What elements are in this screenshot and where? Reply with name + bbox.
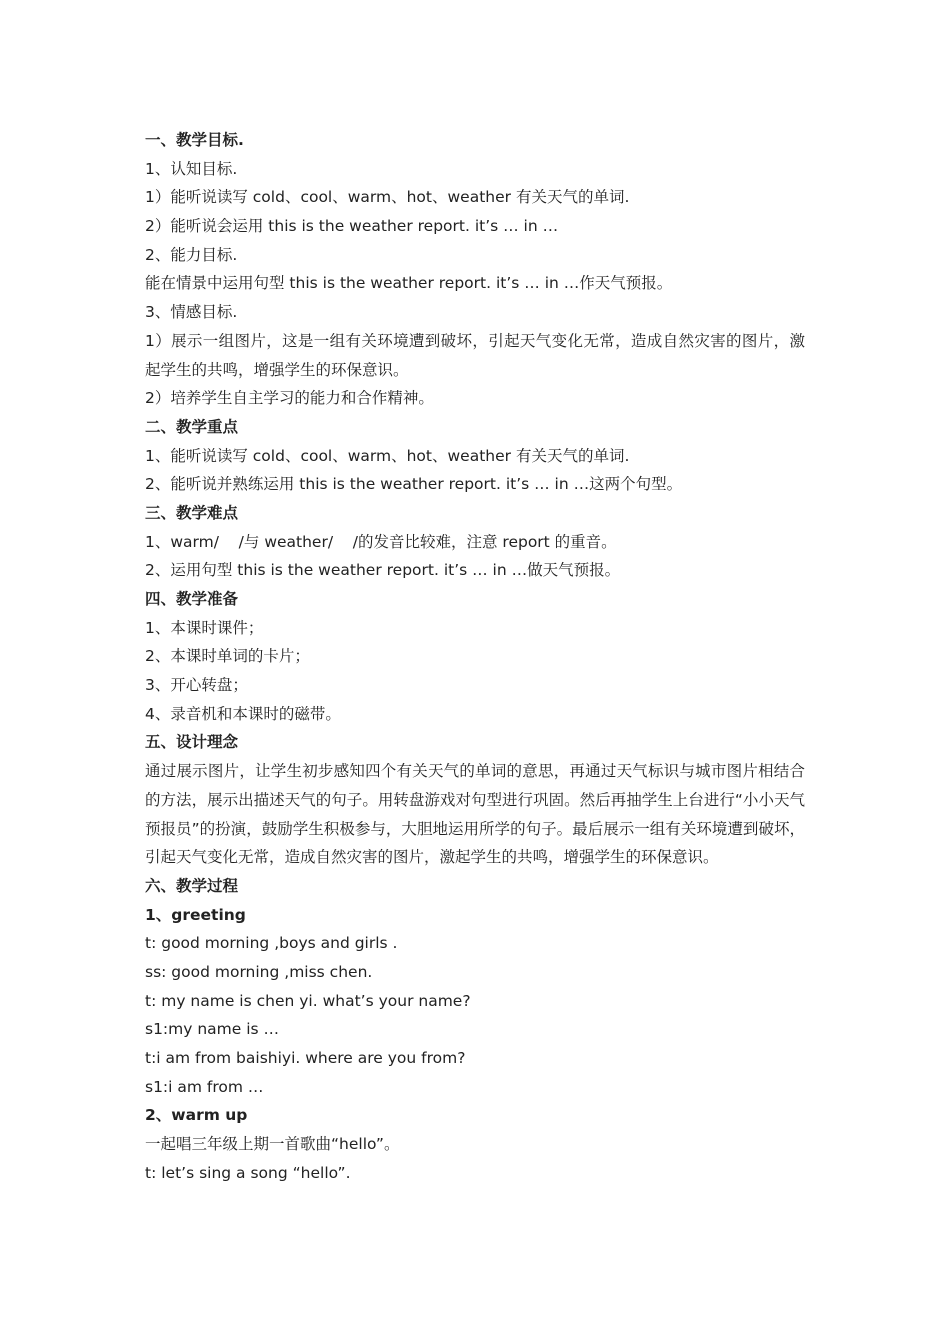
- heading-difficulties: 三、教学难点: [145, 503, 239, 522]
- text-line: 一起唱三年级上期一首歌曲“hello”。: [145, 1135, 400, 1154]
- dialogue-line: ss: good morning ,miss chen.: [145, 963, 373, 982]
- dialogue-line: t:i am from baishiyi. where are you from?: [145, 1049, 466, 1068]
- list-item: 4、录音机和本课时的磁带。: [145, 704, 341, 723]
- dialogue-line: t: my name is chen yi. what’s your name?: [145, 991, 471, 1010]
- text-line: 1、能听说读写 cold、cool、warm、hot、weather 有关天气的单词.: [145, 446, 630, 465]
- text-line: 2、能听说并熟练运用 this is the weather report. it’s … in …这两个句型。: [145, 475, 683, 494]
- list-item: 3、开心转盘；: [145, 676, 248, 695]
- heading-design-concept: 五、设计理念: [145, 733, 239, 752]
- paragraph: 1）展示一组图片，这是一组有关环境遭到破坏，引起天气变化无常，造成自然灾害的图片，激起学生的共鸣，增强学生的环保意识。: [145, 331, 805, 379]
- document-body: [145, 126, 805, 1188]
- list-item: 1、本课时课件；: [145, 618, 264, 637]
- subheading-emotional-goals: 3、情感目标.: [145, 303, 238, 322]
- paragraph: 通过展示图片，让学生初步感知四个有关天气的单词的意思，再通过天气标识与城市图片相结合的方法，展示出描述天气的句子。用转盘游戏对句型进行巩固。然后再抽学生上台进行“小小天气预报员”的扮演，鼓励学生积极参与，大胆地运用所学的句子。最后展示一组有关环境遭到破坏，引起天气变化无常，造成自然灾害的图片，激起学生的共鸣，增强学生的环保意识。: [145, 762, 805, 867]
- heading-key-points: 二、教学重点: [145, 417, 239, 436]
- text-line: 1、warm/ /与 weather/ /的发音比较难，注意 report 的重音。: [145, 532, 617, 551]
- subheading-greeting: 1、greeting: [145, 905, 246, 924]
- subheading-cognitive-goals: 1、认知目标.: [145, 159, 238, 178]
- text-line: 1）能听说读写 cold、cool、warm、hot、weather 有关天气的单词.: [145, 188, 630, 207]
- dialogue-line: t: let’s sing a song “hello”.: [145, 1163, 351, 1182]
- text-line: 2）能听说会运用 this is the weather report. it’s … in …: [145, 217, 559, 236]
- dialogue-line: s1:my name is …: [145, 1020, 280, 1039]
- heading-preparation: 四、教学准备: [145, 590, 239, 609]
- dialogue-line: s1:i am from …: [145, 1077, 264, 1096]
- dialogue-line: t: good morning ,boys and girls .: [145, 934, 398, 953]
- list-item: 2、本课时单词的卡片；: [145, 647, 310, 666]
- text-line: 2）培养学生自主学习的能力和合作精神。: [145, 389, 434, 408]
- subheading-warm-up: 2、warm up: [145, 1106, 248, 1125]
- heading-teaching-process: 六、教学过程: [145, 876, 239, 895]
- text-line: 2、运用句型 this is the weather report. it’s … in …做天气预报。: [145, 561, 621, 580]
- heading-teaching-goals: 一、教学目标.: [145, 131, 244, 149]
- text-line: 能在情景中运用句型 this is the weather report. it’s … in …作天气预报。: [145, 274, 673, 293]
- subheading-ability-goals: 2、能力目标.: [145, 245, 238, 264]
